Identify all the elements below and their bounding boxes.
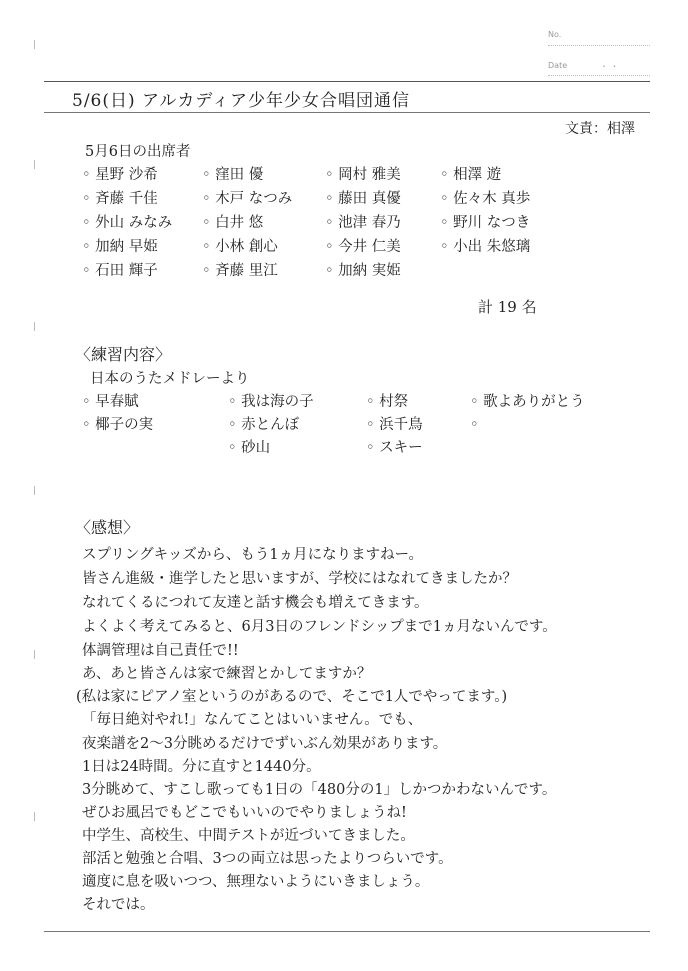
attendee-name: ◦ 小林 創心 <box>202 239 278 255</box>
attendee-name: ◦ 白井 悠 <box>202 215 264 231</box>
impression-line: あ、あと皆さんは家で練習とかしてますか？ <box>82 666 372 682</box>
attendee-name: ◦ 相澤 遊 <box>440 167 502 183</box>
song-item: ◦ 我は海の子 <box>228 394 314 410</box>
attendee-name: ◦ 藤田 真優 <box>325 191 401 207</box>
attendee-name: ◦ 野川 なつき <box>440 215 531 231</box>
margin-tick <box>34 812 35 821</box>
writer-credit: 文責：相澤 <box>565 121 635 137</box>
attendee-name: ◦ 外山 みなみ <box>82 215 173 231</box>
song-item: ◦ 歌よありがとう <box>470 394 585 410</box>
attendee-name: ◦ 池津 春乃 <box>325 215 401 231</box>
date-dots: ・ ・ <box>600 62 619 71</box>
impression-line: よくよく考えてみると、6月3日のフレンドシップまで1ヵ月ないんです。 <box>82 619 557 635</box>
no-label: No. <box>548 30 562 39</box>
margin-tick <box>34 322 35 331</box>
margin-tick <box>34 160 35 169</box>
song-item: ◦ 赤とんぼ <box>228 417 300 433</box>
attendance-heading: 5月6日の出席者 <box>85 144 191 160</box>
margin-tick <box>34 40 35 49</box>
impressions-heading: 〈感想〉 <box>75 518 140 537</box>
impression-line: なれてくるにつれて友達と話す機会も増えてきます。 <box>82 595 429 611</box>
song-item: ◦ 椰子の実 <box>82 417 154 433</box>
attendee-name: ◦ 星野 沙希 <box>82 167 158 183</box>
attendee-name: ◦ 窪田 優 <box>202 167 264 183</box>
song-item-empty: ◦ <box>470 417 479 433</box>
impression-line: 夜楽譜を2〜3分眺めるだけでずいぶん効果があります。 <box>82 736 448 752</box>
impression-line: 適度に息を吸いつつ、無理ないようにいきましょう。 <box>82 874 430 890</box>
attendee-name: ◦ 加納 早姫 <box>82 239 158 255</box>
attendee-name: ◦ 岡村 雅美 <box>325 167 401 183</box>
impression-line: 中学生、高校生、中間テストが近づいてきました。 <box>82 828 415 844</box>
attendee-name: ◦ 木戸 なつみ <box>202 191 293 207</box>
impression-line: (私は家にピアノ室というのがあるので、そこで1人でやってます。) <box>76 689 508 705</box>
impression-line: 部活と勉強と合唱、3つの両立は思ったよりつらいです。 <box>82 851 453 867</box>
title-rule <box>44 112 650 113</box>
no-line <box>548 45 650 46</box>
attendee-name: ◦ 石田 輝子 <box>82 263 158 279</box>
date-line <box>548 75 650 76</box>
impression-line: 体調管理は自己責任で!! <box>82 643 239 659</box>
song-item: ◦ スキー <box>366 440 423 456</box>
impression-line: 3分眺めて、すこし歌っても1日の「480分の1」しかつかわないんです。 <box>82 782 557 798</box>
impression-line: ぜひお風呂でもどこでもいいのでやりましょうね! <box>82 805 407 821</box>
margin-tick <box>34 486 35 495</box>
impression-line: 「毎日絶対やれ!」なんてことはいいません。でも、 <box>82 712 423 728</box>
margin-tick <box>34 650 35 659</box>
impression-line: 皆さん進級・進学したと思いますが、学校にはなれてきましたか？ <box>82 571 517 587</box>
newsletter-title: 5/6(日) アルカディア少年少女合唱団通信 <box>72 91 410 111</box>
attendee-name: ◦ 加納 実姫 <box>325 263 401 279</box>
song-item: ◦ 早春賦 <box>82 394 139 410</box>
song-item: ◦ 浜千鳥 <box>366 417 423 433</box>
impression-line: スプリングキッズから、もう1ヵ月になりますねー。 <box>82 547 423 563</box>
date-label: Date <box>548 61 568 70</box>
attendee-name: ◦ 斉藤 千佳 <box>82 191 158 207</box>
attendee-name: ◦ 今井 仁美 <box>325 239 401 255</box>
practice-heading: 〈練習内容〉 <box>75 345 172 364</box>
impression-line: 1日は24時間。分に直すと1440分。 <box>82 759 321 775</box>
attendee-name: ◦ 斉藤 里江 <box>202 263 278 279</box>
song-item: ◦ 砂山 <box>228 440 271 456</box>
song-item: ◦ 村祭 <box>366 394 409 410</box>
footer-rule <box>44 931 650 932</box>
header-rule <box>44 81 650 82</box>
attendee-name: ◦ 佐々木 真歩 <box>440 191 531 207</box>
attendance-total: 計 19 名 <box>478 298 537 316</box>
impression-line: それでは。 <box>82 897 155 913</box>
attendee-name: ◦ 小出 朱悠璃 <box>440 239 531 255</box>
medley-subtitle: 日本のうたメドレーより <box>90 371 250 387</box>
